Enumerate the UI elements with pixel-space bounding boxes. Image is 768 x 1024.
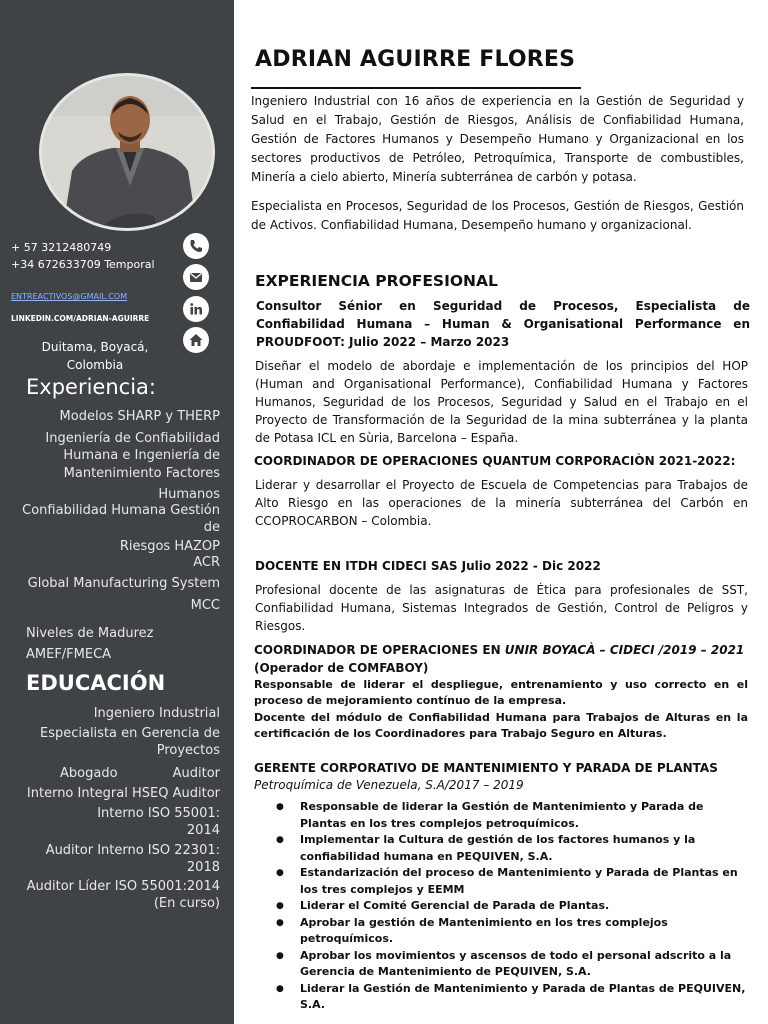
summary-paragraph: Ingeniero Industrial con 16 años de experiencia en la Gestión de Seguridad y Salud en el Trabajo, Gestión de Riesgos, Análisis de Confiabilidad Humana, Gestión de Factores Humanos y Desempeño Humano y Organizacional en los sectores productivos de Petróleo, Petroquímica, Transporte de combustibles, Minería a cielo abierto, Minería subterránea de carbón y potasa. xyxy=(251,94,744,184)
phone-number-secondary: +34 672633709 Temporal xyxy=(11,258,155,271)
education-item: Auditor Interno ISO 22301: 2018 xyxy=(45,843,220,875)
skill-item: MCC xyxy=(190,598,220,613)
job-title: GERENTE CORPORATIVO DE MANTENIMIENTO Y PARADA DE PLANTAS xyxy=(254,761,718,775)
linkedin-url[interactable]: LINKEDIN.COM/ADRIAN-AGUIRRE xyxy=(11,314,150,323)
education-item: Abogado Auditor xyxy=(60,766,220,781)
skill-item: Mantenimiento Factores xyxy=(63,466,220,481)
job-description: Diseñar el modelo de abordaje e implementación de los principios del HOP (Human and Organisational Performance), Confiabilidad Humana y Factores Humanos, Seguridad de los Procesos, Seguridad y Salud en el Trabajo en el Proyecto de Transformación de la Seguridad de la mina subterránea y la planta de Potasa ICL en Sùria, Barcelona – España. xyxy=(255,359,748,445)
skill-item: Riesgos HAZOP xyxy=(119,539,220,554)
list-item: ● Aprobar la gestión de Mantenimiento en los tres complejos petroquímicos. xyxy=(276,915,750,948)
job-description: Responsable de liderar el despliegue, entrenamiento y uso correcto en el proceso de mejoramiento contínuo de la empresa. xyxy=(254,678,748,707)
sidebar-education-heading: EDUCACIÓN xyxy=(26,671,166,695)
location: Duitama, Boyacá, Colombia xyxy=(41,340,149,372)
list-item: ● Liderar el Comité Gerencial de Parada de Plantas. xyxy=(276,898,750,915)
phone-number-primary: + 57 3212480749 xyxy=(11,241,112,254)
skill-item: Niveles de Madurez xyxy=(26,626,154,641)
list-item: ● Aprobar los movimientos y ascensos de todo el personal adscrito a la Gerencia de Mantenimiento de PEQUIVEN, S.A. xyxy=(276,948,750,981)
skill-item: Confiabilidad Humana Gestión de xyxy=(22,503,220,535)
job-subtitle: (Operador de COMFABOY) xyxy=(254,661,429,675)
education-item: Interno Integral HSEQ Auditor xyxy=(26,786,220,801)
sidebar-experience-heading: Experiencia: xyxy=(26,375,156,399)
skill-item: Humanos xyxy=(158,487,220,502)
specialist-paragraph: Especialista en Procesos, Seguridad de los Procesos, Gestión de Riesgos, Gestión de Activos. Confiabilidad Humana, Desempeño humano y organizacional. xyxy=(251,199,744,232)
phone-icon xyxy=(183,233,209,259)
education-item: Especialista en Gerencia de Proyectos xyxy=(39,726,220,758)
job-company: Petroquímica de Venezuela, S.A/2017 – 2019 xyxy=(254,778,524,792)
job-description: Profesional docente de las asignaturas de Ética para profesionales de SST, Confiabilidad Humana, Sistemas Integrados de Gestión, Control de Peligros y Riesgos. xyxy=(255,583,748,633)
education-item: Auditor Líder ISO 55001:2014 (En curso) xyxy=(26,879,220,911)
skill-item: Ingeniería de Confiabilidad Humana e Ingeniería de xyxy=(45,431,220,463)
education-item: Ingeniero Industrial xyxy=(93,706,220,721)
email-link[interactable]: ENTREACTIVOS@GMAIL.COM xyxy=(11,292,128,301)
job-title: Consultor Sénior en Seguridad de Procesos, Especialista de Confiabilidad Humana – Human & Organisational Performance en PROUDFOOT: Julio 2022 – Marzo 2023 xyxy=(256,299,750,349)
job-title-role: COORDINADOR DE OPERACIONES EN xyxy=(254,643,505,657)
job-responsibilities-list xyxy=(276,799,750,1014)
job-title-employer: UNIR BOYACÀ – CIDECI /2019 – 2021 xyxy=(504,643,745,657)
profile-photo xyxy=(39,73,215,231)
job-description: Docente del módulo de Confiabilidad Humana para Trabajos de Alturas en la certificación de los Coordinadores para Trabajo Seguro en Alturas. xyxy=(254,711,748,740)
skill-item: ACR xyxy=(193,555,220,570)
sidebar xyxy=(0,0,234,1024)
experience-heading: EXPERIENCIA PROFESIONAL xyxy=(255,272,498,290)
job-title xyxy=(254,641,748,659)
list-item: ● Liderar la Gestión de Mantenimiento y Parada de Plantas de PEQUIVEN, S.A. xyxy=(276,981,750,1014)
skill-item: AMEF/FMECA xyxy=(26,647,112,662)
education-item: Interno ISO 55001: 2014 xyxy=(97,806,220,838)
job-description: Liderar y desarrollar el Proyecto de Escuela de Competencias para Trabajos de Alto Riesgo en las operaciones de la minería subterránea del Carbón en CCOPROCARBON – Colombia. xyxy=(255,478,748,528)
linkedin-icon xyxy=(183,296,209,322)
list-item: ● Implementar la Cultura de gestión de los factores humanos y la confiabilidad humana en PEQUIVEN, S.A. xyxy=(276,832,750,865)
name-underline xyxy=(251,87,581,89)
list-item: ● Estandarización del proceso de Mantenimiento y Parada de Plantas en los tres complejos y EEMM xyxy=(276,865,750,898)
job-title: DOCENTE EN ITDH CIDECI SAS Julio 2022 - Dic 2022 xyxy=(255,559,601,573)
mail-icon xyxy=(183,264,209,290)
skill-item: Global Manufacturing System xyxy=(27,576,220,591)
skill-item: Modelos SHARP y THERP xyxy=(59,409,220,424)
home-icon xyxy=(183,327,209,353)
job-title: COORDINADOR DE OPERACIONES QUANTUM CORPORACIÒN 2021-2022: xyxy=(254,454,736,468)
profile-photo-illustration xyxy=(42,76,215,231)
list-item: ● Responsable de liderar la Gestión de Mantenimiento y Parada de Plantas en los tres complejos petroquímicos. xyxy=(276,799,750,832)
person-name: ADRIAN AGUIRRE FLORES xyxy=(255,47,576,72)
